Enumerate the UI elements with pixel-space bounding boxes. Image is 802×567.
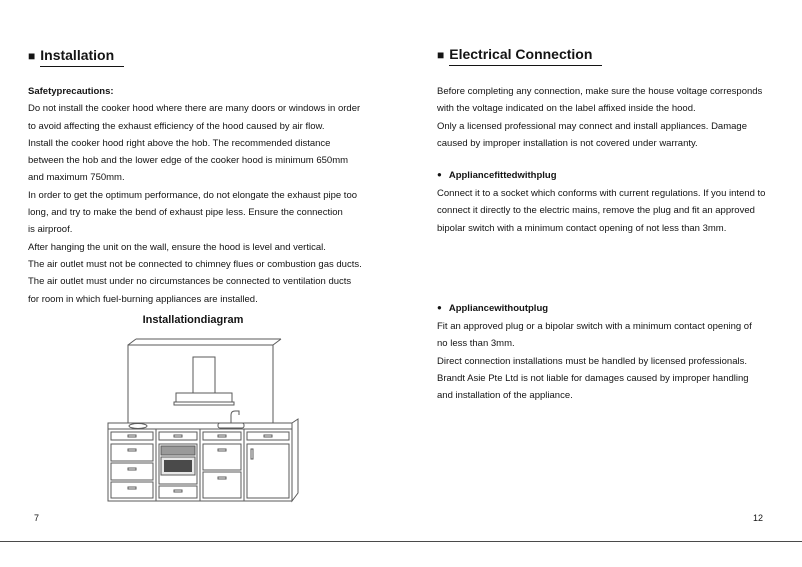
text-line: bipolar switch with a minimum contact opening of not less than 3mm. [437,222,727,234]
text-line: and maximum 750mm. [28,172,125,184]
right-page-number: 12 [753,513,764,523]
text-line: and installation of the appliance. [437,390,573,402]
text-line: connect it directly to the electric mains, remove the plug and fit an approved [437,205,755,217]
text-line: to avoid affecting the exhaust efficiency of the hood caused by air flow. [28,120,325,132]
text-line: caused by improper installation is not covered under warranty. [437,137,698,149]
text-line: Before completing any connection, make sure the house voltage corresponds [437,86,763,97]
safety-precautions-title: Safetyprecautions: [28,86,114,97]
bullet-icon: ● [437,170,442,179]
text-line: with the voltage indicated on the label affixed inside the hood. [437,103,696,115]
section-marker-icon: ■ [28,49,36,63]
diagram-title: Installationdiagram [142,314,244,326]
text-line: Do not install the cooker hood where there are many doors or windows in order [28,103,361,115]
installation-heading [28,47,124,63]
text-line: for room in which fuel-burning appliances are installed. [28,293,258,305]
left-page-number: 7 [34,513,40,523]
text-line: Connect it to a socket which conforms with current regulations. If you intend to [437,188,766,199]
text-line: The air outlet must under no circumstances be connected to ventilation ducts [28,276,352,288]
diagram-cooker-hood [174,357,234,405]
text-line: After hanging the unit on the wall, ensure the hood is level and vertical. [28,241,326,253]
electrical-intro [437,83,762,152]
text-line: between the hob and the lower edge of the cooker hood is minimum 650mm [28,155,349,167]
text-line: Fit an approved plug or a bipolar switch with a minimum contact opening of [437,321,752,332]
text-line: no less than 3mm. [437,338,515,350]
text-line: long, and try to make the bend of exhaust pipe less. Ensure the connection [28,207,343,219]
appliance-with-plug-section [437,167,765,237]
text-line: Install the cooker hood right above the hob. The recommended distance [28,137,331,149]
appliance-with-plug-title [437,167,765,185]
installation-diagram [98,333,304,507]
text-line: Direct connection installations must be handled by licensed professionals. [437,355,747,367]
installation-heading-text: Installation [40,47,124,67]
bullet-icon: ● [437,303,442,312]
appliance-without-plug-title [437,300,752,318]
electrical-connection-heading-text: Electrical Connection [449,46,602,66]
section-marker-icon: ■ [437,48,445,62]
text-line: Brandt Asie Pte Ltd is not liable for damages caused by improper handling [437,372,749,384]
appliance-without-plug-section [437,300,752,404]
text-line: is airproof. [28,224,73,236]
bullet-title-text: Appliancewithoutplug [448,303,549,314]
text-line: Only a licensed professional may connect and install appliances. Damage [437,120,747,132]
electrical-connection-heading [437,46,602,62]
text-line: The air outlet must not be connected to chimney flues or combustion gas ducts. [28,258,362,270]
footer-rule [0,541,802,542]
bullet-title-text: Appliancefittedwithplug [448,170,557,181]
diagram-counter [108,419,298,501]
installation-body [28,83,362,308]
text-line: In order to get the optimum performance, do not elongate the exhaust pipe too [28,189,358,201]
